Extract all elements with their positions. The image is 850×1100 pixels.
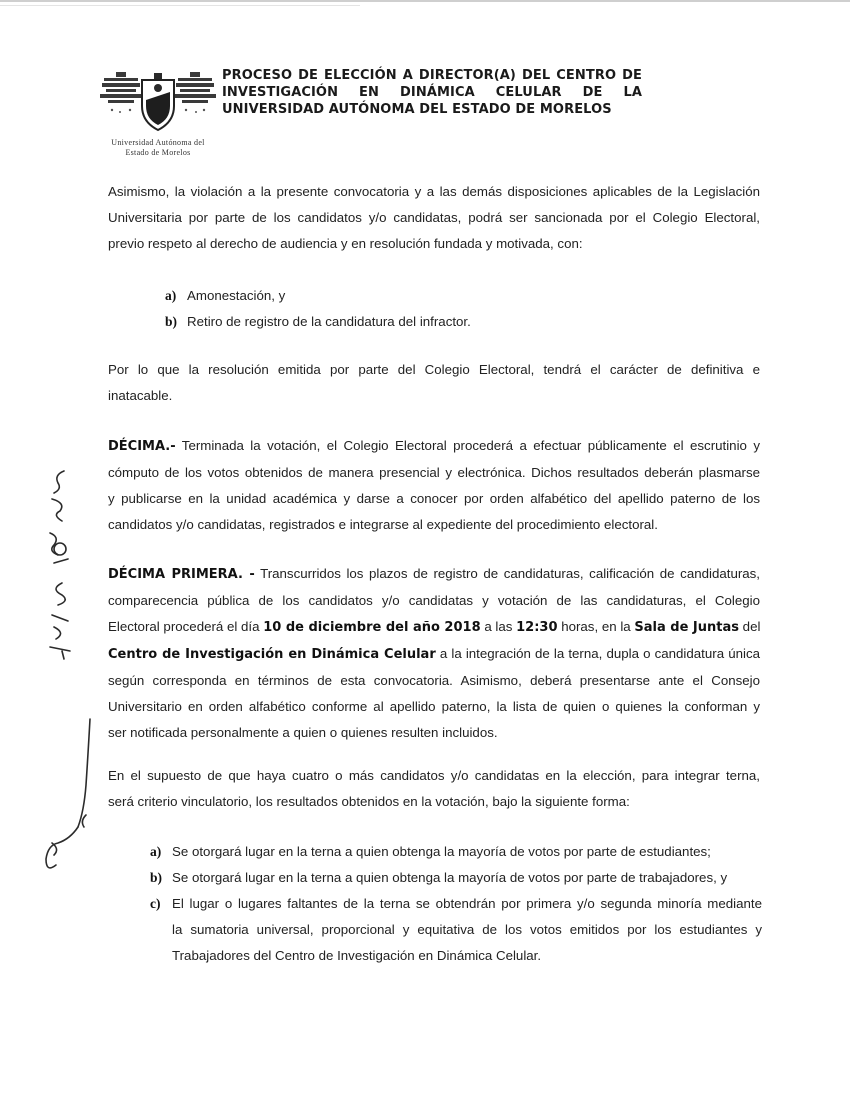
election-time: 12:30	[516, 620, 558, 635]
section-heading: DÉCIMA.-	[108, 439, 176, 454]
paragraph-line: será criterio vinculatorio, los resultados obtenidos en la votación, bajo la siguiente forma:	[108, 794, 630, 809]
paragraph-line: ser notificada personalmente a quien o quienes resulten incluidos.	[108, 725, 498, 740]
logo-caption-line: Estado de Morelos	[125, 148, 191, 157]
title-line: PROCESO DE ELECCIÓN A DIRECTOR(A) DEL CENTRO DE	[222, 68, 642, 83]
paragraph-line: Universitario en orden alfabético conforme al apellido paterno, la lista de quien o quienes la conforman y	[108, 699, 760, 714]
section-decima-primera	[108, 561, 760, 746]
list-text: Se otorgará lugar en la terna a quien obtenga la mayoría de votos por parte de trabajadores, y	[172, 870, 728, 885]
list-text: Amonestación, y	[187, 288, 286, 303]
paragraph-line	[108, 614, 760, 641]
text-run: Electoral procederá el día	[108, 619, 264, 634]
title-line: INVESTIGACIÓN EN DINÁMICA CELULAR DE LA	[222, 85, 642, 100]
meeting-room: Sala de Juntas	[634, 620, 739, 635]
text-run: del	[738, 619, 761, 634]
logo-caption-line: Universidad Autónoma del	[111, 138, 205, 147]
text-run: Transcurridos los plazos de registro de candidaturas, calificación de candidaturas,	[254, 566, 761, 581]
paragraph-line: Por lo que la resolución emitida por parte del Colegio Electoral, tendrá el carácter de definitiva e	[108, 362, 760, 377]
list-marker: a)	[165, 288, 177, 303]
paragraph-line: previo respeto al derecho de audiencia y en resolución fundada y motivada, con:	[108, 236, 583, 251]
election-date: 10 de diciembre del año 2018	[263, 620, 481, 635]
paragraph-line: Universitaria por parte de los candidatos y/o candidatas, podrá ser sancionada por el Colegio Electoral,	[108, 210, 760, 225]
paragraph-line: candidatos y/o candidatas, registrados e integrarse al expediente del procedimiento electoral.	[108, 517, 658, 532]
list-marker: b)	[165, 314, 178, 329]
section-decima	[108, 433, 760, 538]
paragraph-line	[108, 433, 760, 460]
list-marker: b)	[150, 870, 163, 885]
paragraph-line: En el supuesto de que haya cuatro o más candidatos y/o candidatas en la elección, para integrar terna,	[108, 768, 760, 783]
handwritten-initials	[40, 455, 80, 660]
paragraph-line: cómputo de los votos obtenidos de manera presencial y electrónica. Dichos resultados deberán plasmarse	[108, 465, 760, 480]
list-text: Trabajadores del Centro de Investigación en Dinámica Celular.	[172, 948, 542, 963]
document-title	[222, 67, 642, 118]
paragraph-sanctions	[108, 179, 760, 257]
university-seal-icon	[96, 70, 220, 140]
list-text: El lugar o lugares faltantes de la terna se obtendrán por primera y/o segunda minoría mediante	[172, 896, 762, 911]
page-top-edge-shadow	[0, 5, 360, 6]
list-text: Se otorgará lugar en la terna a quien obtenga la mayoría de votos por parte de estudiantes;	[172, 844, 711, 859]
paragraph-line: y publicarse en la unidad académica y darse a conocer por orden alfabético del apellido paterno de los	[108, 491, 760, 506]
list-text: Retiro de registro de la candidatura del infractor.	[187, 314, 471, 329]
paragraph-resolution	[108, 357, 760, 409]
paragraph-line: inatacable.	[108, 388, 173, 403]
text-run: Terminada la votación, el Colegio Electoral procederá a efectuar públicamente el escrutinio y	[175, 438, 760, 453]
handwritten-signature	[40, 715, 100, 880]
paragraph-line: comparecencia pública de los candidatos y/o candidatas y votación de las candidaturas, el Colegio	[108, 593, 760, 608]
text-run: horas, en la	[557, 619, 635, 634]
paragraph-terna-criteria	[108, 763, 760, 815]
section-heading: DÉCIMA PRIMERA. -	[108, 567, 255, 582]
text-run: a la integración de la terna, dupla o candidatura única	[435, 646, 760, 661]
paragraph-line	[108, 561, 760, 588]
paragraph-line	[108, 641, 760, 668]
title-line: UNIVERSIDAD AUTÓNOMA DEL ESTADO DE MORELOS	[222, 102, 612, 117]
list-marker: a)	[150, 844, 162, 859]
text-run: a las	[480, 619, 517, 634]
list-marker: c)	[150, 896, 161, 911]
research-center-name: Centro de Investigación en Dinámica Celular	[108, 647, 436, 662]
paragraph-line: según corresponda en términos de esta convocatoria. Asimismo, deberá presentarse ante el Consejo	[108, 673, 760, 688]
paragraph-line: Asimismo, la violación a la presente convocatoria y a las demás disposiciones aplicables de la Legislación	[108, 184, 760, 199]
page-top-edge	[0, 0, 850, 2]
logo-caption	[90, 138, 226, 158]
list-text: la sumatoria universal, proporcional y equitativa de los votos emitidos por los estudiantes y	[172, 922, 762, 937]
